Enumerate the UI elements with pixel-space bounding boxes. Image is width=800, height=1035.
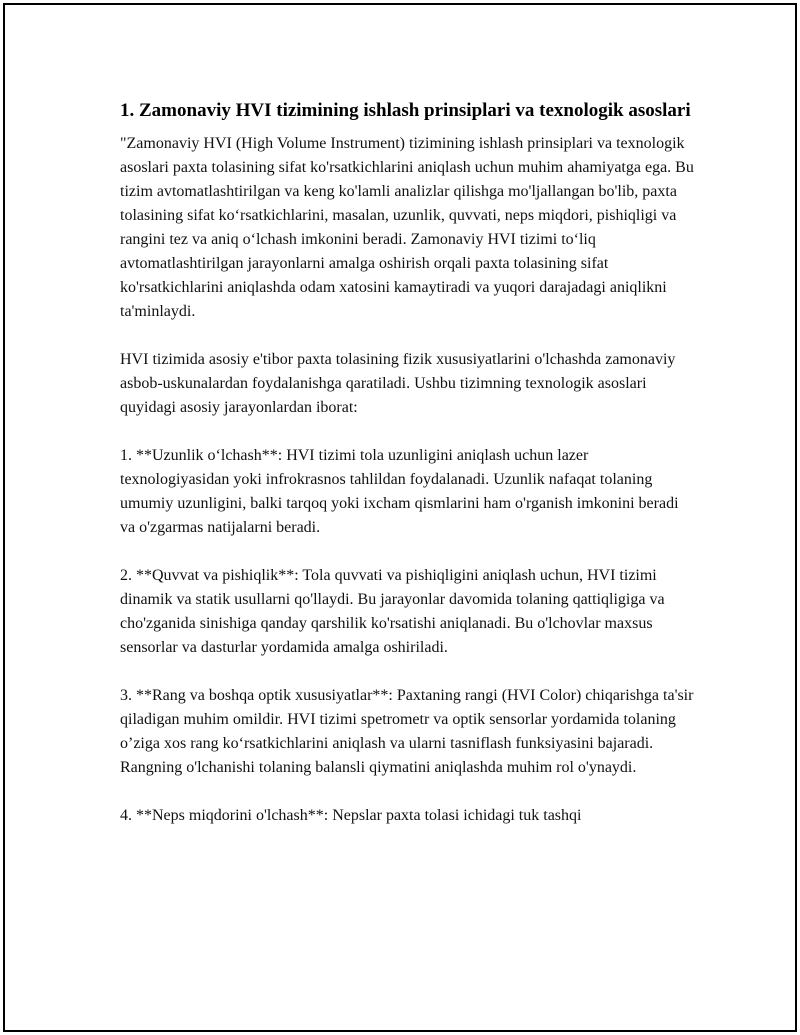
list-item-length: 1. **Uzunlik o‘lchash**: HVI tizimi tola uzunligini aniqlash uchun lazer texnologiyasidan yoki infrokrasnos tahlildan foydalanadi. Uzunlik nafaqat tolaning umumiy uzunligini, balki tarqoq yoki ixcham qismlarini ham o'rganish imkonini beradi va o'zgarmas natijalarni beradi. (120, 447, 679, 536)
paragraph-intro: "Zamonaviy HVI (High Volume Instrument) tizimining ishlash prinsiplari va texnologik asoslari paxta tolasining sifat ko'rsatkichlarini aniqlash uchun muhim ahamiyatga ega. Bu tizim avtomatlashtirilgan va keng ko'lamli analizlar qilishga mo'ljallangan bo'lib, paxta tolasining sifat ko‘rsatkichlarini, masalan, uzunlik, quvvati, neps miqdori, pishiqligi va rangini tez va aniq o‘lchash imkonini beradi. Zamonaviy HVI tizimi to‘liq avtomatlashtirilgan jarayonlarni amalga oshirish orqali paxta tolasining sifat ko'rsatkichlarini aniqlashda odam xatosini kamaytiradi va yuqori darajadagi aniqlikni ta'minlaydi. (120, 135, 694, 320)
document-body (120, 97, 695, 852)
list-item-strength: 2. **Quvvat va pishiqlik**: Tola quvvati va pishiqligini aniqlash uchun, HVI tizimi dinamik va statik usullarni qo'llaydi. Bu jarayonlar davomida tolaning qattiqligiga va cho'zganida sinishiga qanday qarshilik ko'rsatishi aniqlanadi. Bu o'lchovlar maxsus sensorlar va dasturlar yordamida amalga oshiriladi. (120, 567, 665, 656)
list-item-neps: 4. **Neps miqdorini o'lchash**: Nepslar paxta tolasi ichidagi tuk tashqi (120, 807, 582, 824)
paragraph-overview: HVI tizimida asosiy e'tibor paxta tolasining fizik xususiyatlarini o'lchashda zamonaviy asbob-uskunalardan foydalanishga qaratiladi. Ushbu tizimning texnologik asoslari quyidagi asosiy jarayonlardan iborat: (120, 351, 676, 416)
document-page (3, 3, 797, 1032)
section-heading: 1. Zamonaviy HVI tizimining ishlash prinsiplari va texnologik asoslari (120, 100, 691, 121)
list-item-color: 3. **Rang va boshqa optik xususiyatlar**: Paxtaning rangi (HVI Color) chiqarishga ta'sir qiladigan muhim omildir. HVI tizimi spetrometr va optik sensorlar yordamida tolaning o’ziga xos rang ko‘rsatkichlarini aniqlash va ularni tasniflash funksiyasini bajaradi. Rangning o'lchanishi tolaning balansli qiymatini aniqlashda muhim rol o'ynaydi. (120, 687, 694, 776)
